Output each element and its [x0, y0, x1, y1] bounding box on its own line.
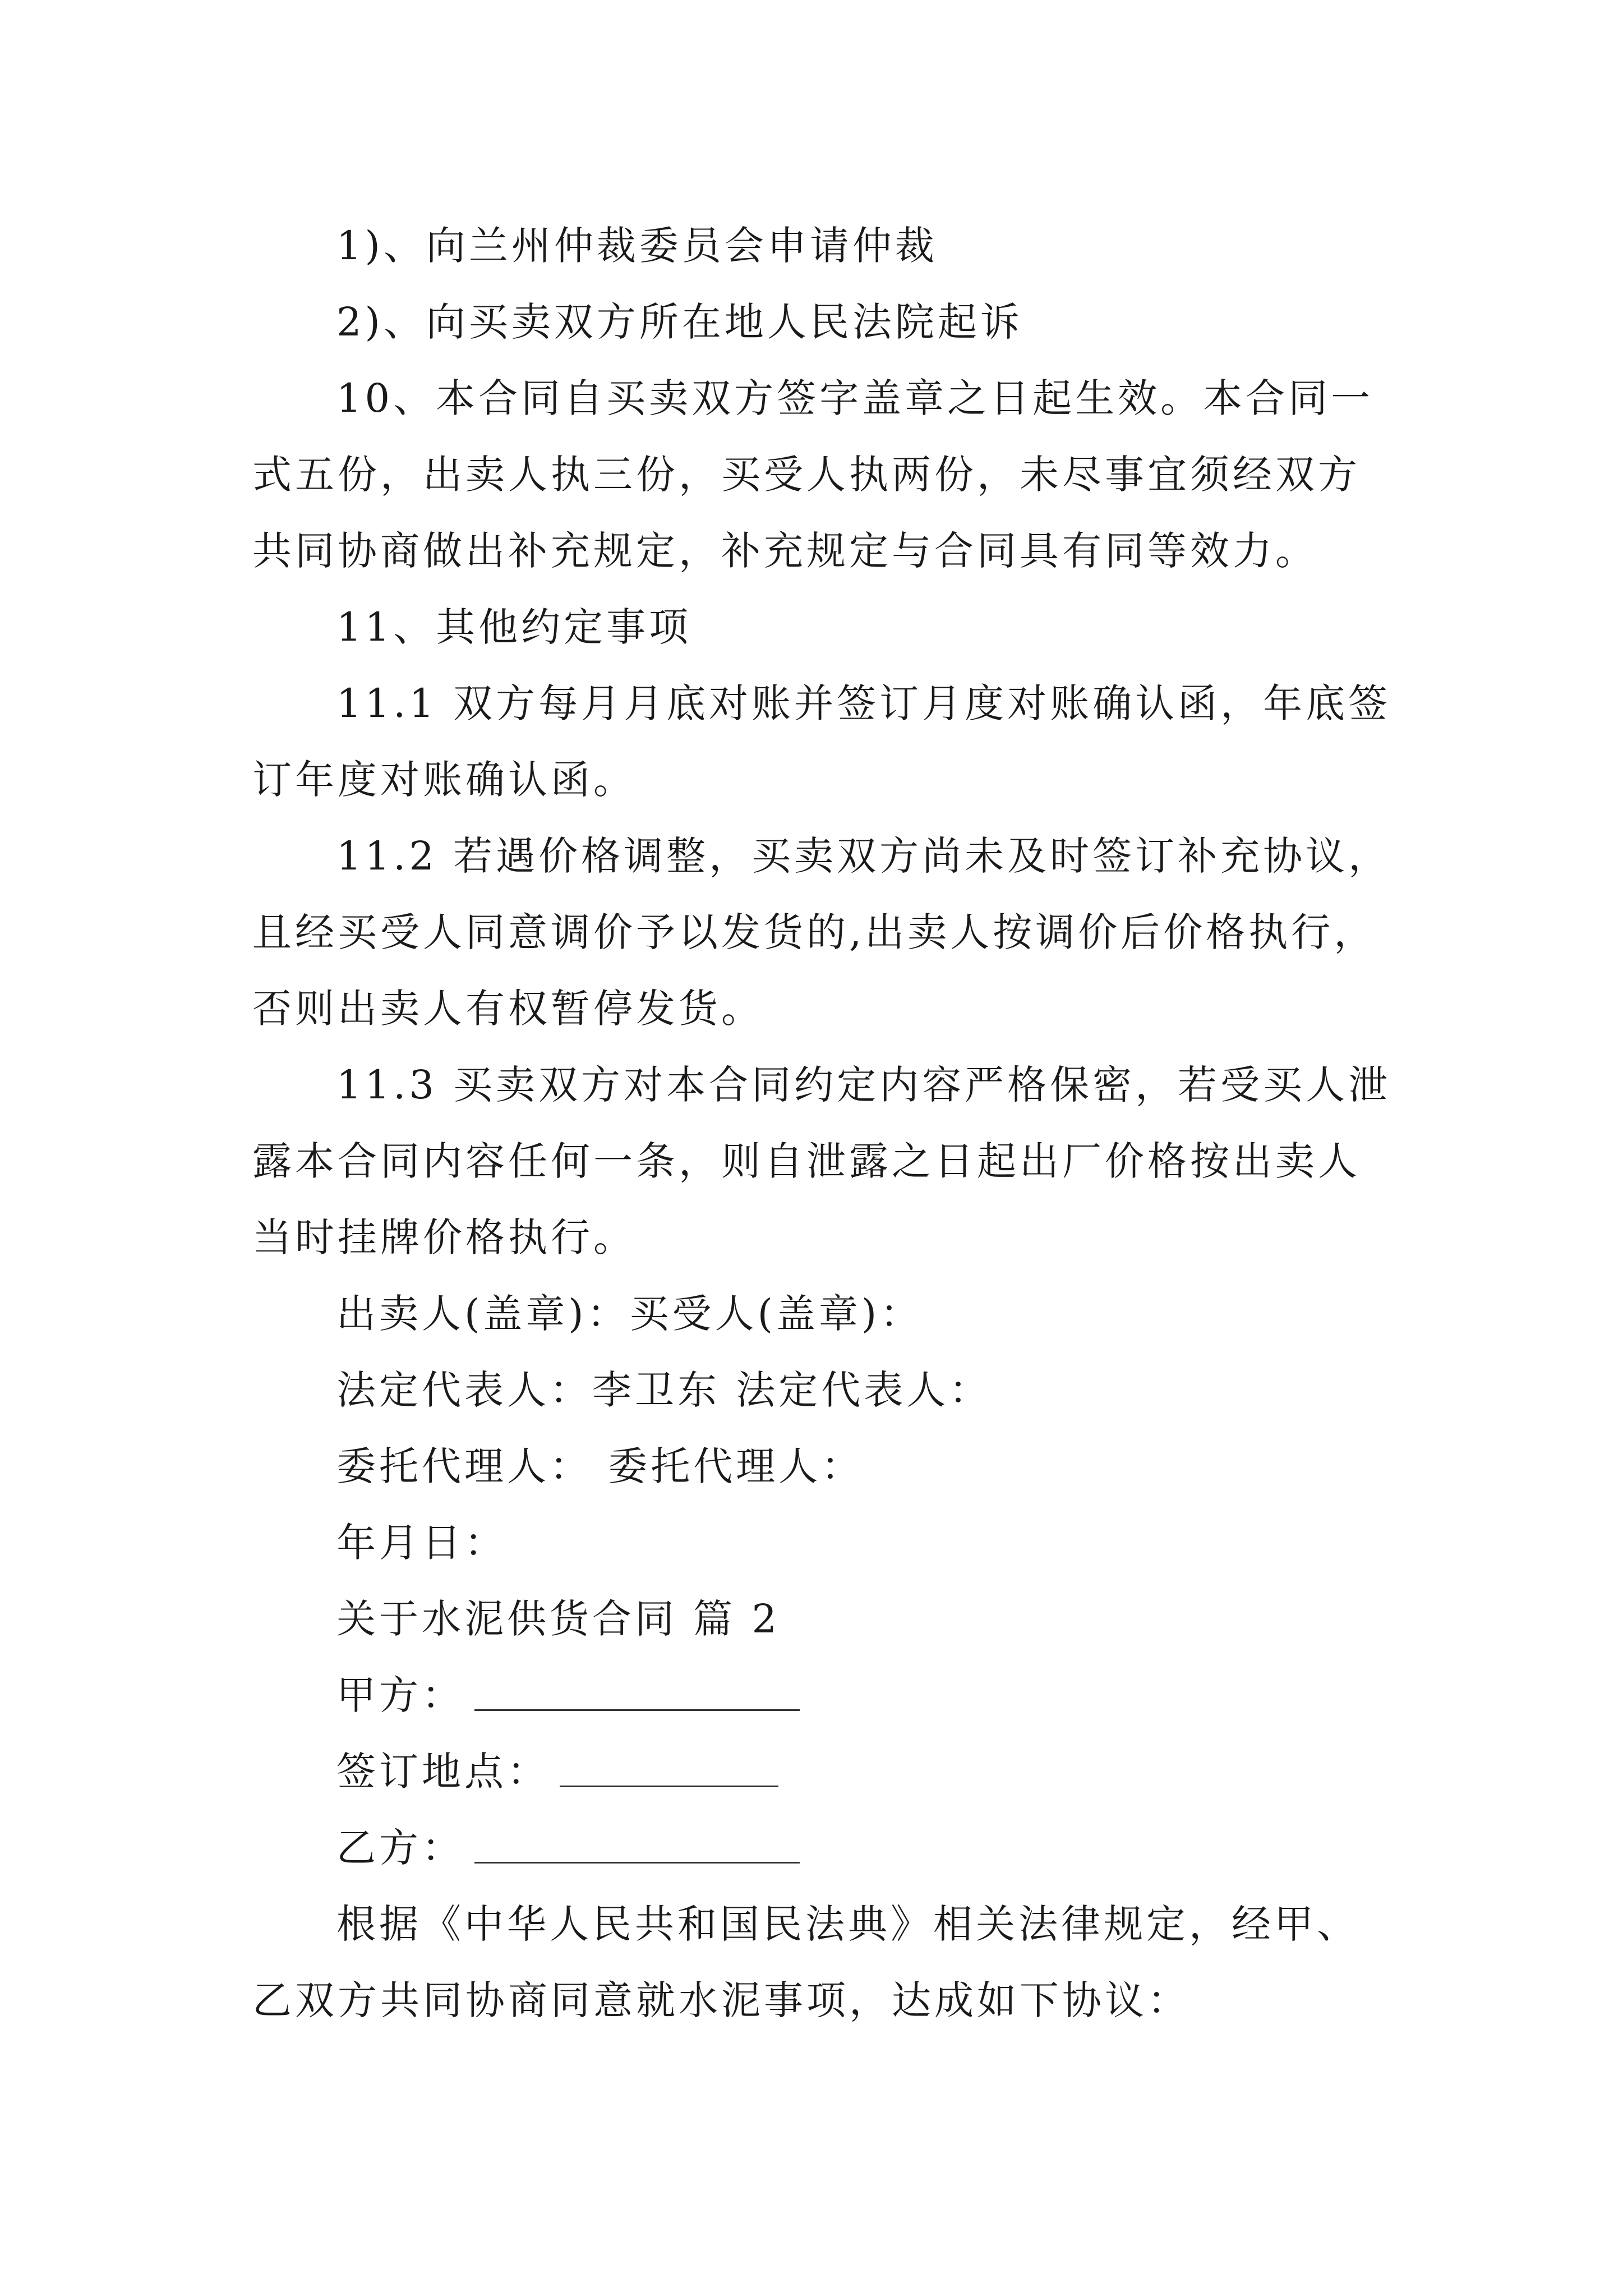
party-a-blank [474, 1670, 800, 1711]
party-a-row [252, 1657, 1402, 1733]
party-b-row [252, 1810, 1402, 1886]
party-b-blank [474, 1823, 800, 1864]
location-blank [560, 1746, 778, 1787]
clause-11-3-line-2: 露本合同内容任何一条，则自泄露之日起出厂价格按出卖人 [252, 1138, 1361, 1184]
clause-11-2-line-3: 否则出卖人有权暂停发货。 [252, 986, 764, 1032]
clause-11-heading: 11、其他约定事项 [336, 604, 692, 650]
clause-11-2-line-2: 且经买受人同意调价予以发货的,出卖人按调价后价格执行， [252, 909, 1377, 955]
signature-agent-line: 委托代理人： 委托代理人： [336, 1443, 864, 1489]
location-row [252, 1733, 1402, 1810]
clause-11-3-line-3: 当时挂牌价格执行。 [252, 1214, 636, 1260]
clause-11-1-line-2: 订年度对账确认函。 [252, 757, 636, 803]
clause-arbitration: 1)、向兰州仲裁委员会申请仲裁 [336, 223, 938, 269]
intro-line-1: 根据《中华人民共和国民法典》相关法律规定，经甲、 [336, 1901, 1359, 1947]
clause-10-line-2: 式五份，出卖人执三份，买受人执两份，未尽事宜须经双方 [252, 452, 1361, 498]
document-body [252, 208, 1402, 2039]
signature-representative-line: 法定代表人：李卫东 法定代表人： [336, 1367, 992, 1413]
signature-seal-line: 出卖人(盖章)：买受人(盖章)： [336, 1291, 923, 1337]
location-label: 签订地点： [336, 1749, 550, 1795]
clause-11-1-line-1: 11.1 双方每月月底对账并签订月度对账确认函，年底签 [336, 680, 1391, 726]
party-b-label: 乙方： [336, 1825, 464, 1871]
clause-11-2-line-1: 11.2 若遇价格调整，买卖双方尚未及时签订补充协议， [336, 833, 1391, 879]
section-title: 关于水泥供货合同 篇 2 [336, 1596, 781, 1642]
party-a-label: 甲方： [336, 1672, 464, 1718]
clause-lawsuit: 2)、向买卖双方所在地人民法院起诉 [336, 299, 1023, 345]
clause-10-line-3: 共同协商做出补充规定，补充规定与合同具有同等效力。 [252, 528, 1318, 574]
intro-line-2: 乙双方共同协商同意就水泥事项，达成如下协议： [252, 1977, 1190, 2023]
clause-10-line-1: 10、本合同自买卖双方签字盖章之日起生效。本合同一 [336, 375, 1374, 421]
signature-date-line: 年月日： [336, 1520, 507, 1566]
clause-11-3-line-1: 11.3 买卖双方对本合同约定内容严格保密，若受买人泄 [336, 1062, 1391, 1108]
